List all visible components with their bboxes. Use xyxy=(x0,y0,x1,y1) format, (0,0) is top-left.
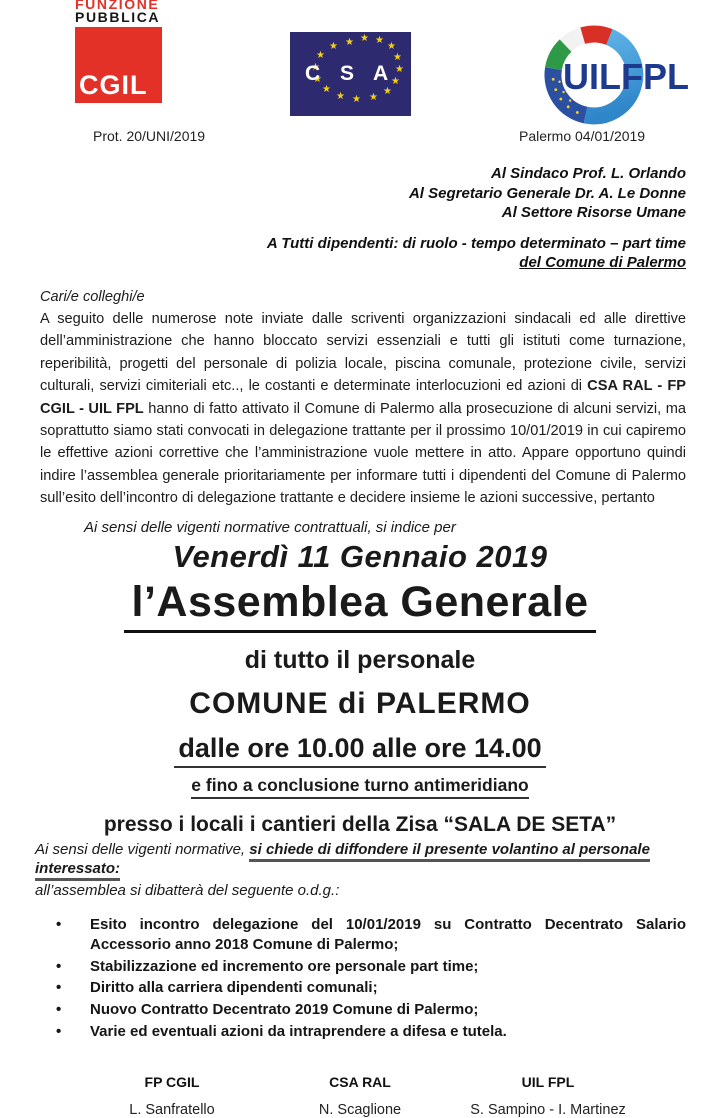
odg-line: all’assemblea si dibatterà del seguente o.d.g.: xyxy=(35,881,340,899)
bullet-icon xyxy=(56,1022,90,1043)
assembly-subtitle-personale: di tutto il personale xyxy=(244,645,476,674)
signature-name: N. Scaglione xyxy=(318,1102,402,1118)
diffusion-notice: Ai sensi delle vigenti normative, si chiede di diffondere il presente volantino al personale interessato: xyxy=(0,840,720,878)
salutation: Cari/e colleghi/e xyxy=(40,288,145,305)
signature-org: CSA RAL xyxy=(329,1074,391,1091)
eu-star-icon xyxy=(316,51,326,61)
signature-name: L. Sanfratello xyxy=(129,1102,215,1118)
eu-star-icon xyxy=(360,34,370,44)
body-block xyxy=(0,286,720,510)
eu-star-icon xyxy=(383,87,393,97)
recipients-block xyxy=(0,164,720,273)
signature-fp-cgil xyxy=(78,1074,266,1118)
bullet-icon xyxy=(56,1000,90,1021)
uilfpl-ring-icon xyxy=(518,20,693,122)
bullet-icon xyxy=(56,957,90,978)
eu-star-icon xyxy=(387,42,397,52)
place-date: Palermo 04/01/2019 xyxy=(519,128,646,144)
recipient-line: Al Settore Risorse Umane xyxy=(501,204,686,221)
eu-star-icon xyxy=(369,93,379,103)
csa-acronym: C S A xyxy=(305,62,396,85)
eu-star-icon xyxy=(329,42,339,52)
signatures-row xyxy=(78,1074,643,1118)
assembly-time-note: e fino a conclusione turno antimeridiano xyxy=(0,775,720,799)
recipient-line: Al Sindaco Prof. L. Orlando xyxy=(490,165,686,182)
assembly-venue: presso i locali i cantieri della Zisa “SALA DE SETA” xyxy=(103,812,617,836)
body-paragraph: A seguito delle numerose note inviate dalle scriventi organizzazioni sindacali ed alle direttive dell’amministrazione che hanno bloccato servizi essenziali e tutti gli istituti come turnazione, reperibilità, progetti del personale di polizia locale, piscina comunale, protezione civile, servizi culturali, servizi cimiteriali etc.., le costanti e determinate interlocuzioni ed azioni di CSA RAL - FP CGIL - UIL FPL hanno di fatto attivato il Comune di Palermo alla prosecuzione di alcuni servizi, ma soprattutto siamo stati convocati in delegazione trattante per il prossimo 10/01/2019 in cui capiremo le effettive azioni correttive che l’amministrazione vuole mettere in atto. Appare opportuno quindi indire l’assemblea generale prioritariamente per informare tutti i dipendenti del Comune di Palermo sull’esito dell’incontro di delegazione trattante e decidere insieme le azioni successive, pertanto xyxy=(40,310,687,507)
cgil-acronym: CGIL xyxy=(79,70,148,100)
assembly-date: Venerdì 11 Gennaio 2019 xyxy=(172,538,548,574)
agenda-item: • Diritto alla carriera dipendenti comunali; xyxy=(56,978,686,999)
protocol-number: Prot. 20/UNI/2019 xyxy=(93,128,206,144)
eu-star-icon xyxy=(395,65,405,75)
uilfpl-logo xyxy=(518,20,693,122)
bullet-icon xyxy=(56,978,90,999)
assembly-subtitle-comune: COMUNE di PALERMO xyxy=(189,686,531,720)
announcement-intro: Ai sensi delle vigenti normative contrattuali, si indice per xyxy=(84,518,456,536)
agenda-item: • Nuovo Contratto Decentrato 2019 Comune di Palermo; xyxy=(56,1000,686,1021)
uilfpl-acronym: UILFPL xyxy=(563,56,689,97)
eu-star-icon xyxy=(336,92,346,102)
assembly-time: dalle ore 10.00 alle ore 14.00 xyxy=(0,733,720,768)
agenda-item: • Esito incontro delegazione del 10/01/2019 su Contratto Decentrato Salario Accessorio anno 2018 Comune di Palermo; xyxy=(56,915,686,956)
eu-star-icon xyxy=(345,38,355,48)
signature-uil-fpl xyxy=(454,1074,642,1118)
cgil-funzione-text: FUNZIONE xyxy=(75,0,160,12)
recipient-comune: del Comune di Palermo xyxy=(519,254,686,271)
union-names-bold: CSA RAL - FP CGIL - UIL FPL xyxy=(40,378,687,417)
bullet-icon xyxy=(56,915,90,956)
agenda-item: • Stabilizzazione ed incremento ore personale part time; xyxy=(56,957,686,978)
protocol-row xyxy=(0,128,720,148)
cgil-fp-logo xyxy=(75,0,163,103)
agenda-item: • Varie ed eventuali azioni da intraprendere a difesa e tutela. xyxy=(56,1022,686,1043)
recipient-all-employees: A Tutti dipendenti: di ruolo - tempo determinato – part time xyxy=(266,234,686,252)
diffusion-request: si chiede di diffondere il presente volantino al personale interessato: xyxy=(35,841,650,881)
csa-logo xyxy=(290,32,411,116)
assembly-title: l’Assemblea Generale xyxy=(0,578,720,633)
signature-csa-ral xyxy=(266,1074,454,1118)
agenda-list xyxy=(56,915,686,1043)
signature-name: S. Sampino - I. Martinez xyxy=(470,1102,626,1118)
signature-org: UIL FPL xyxy=(521,1074,575,1091)
eu-star-icon xyxy=(375,36,385,46)
eu-star-icon xyxy=(352,95,362,105)
recipient-line: Al Segretario Generale Dr. A. Le Donne xyxy=(408,184,686,202)
logo-row xyxy=(0,0,720,120)
cgil-red-square-icon xyxy=(75,27,162,103)
cgil-pubblica-text: PUBBLICA xyxy=(75,9,161,25)
eu-star-icon xyxy=(322,85,332,95)
signature-org: FP CGIL xyxy=(144,1074,200,1091)
